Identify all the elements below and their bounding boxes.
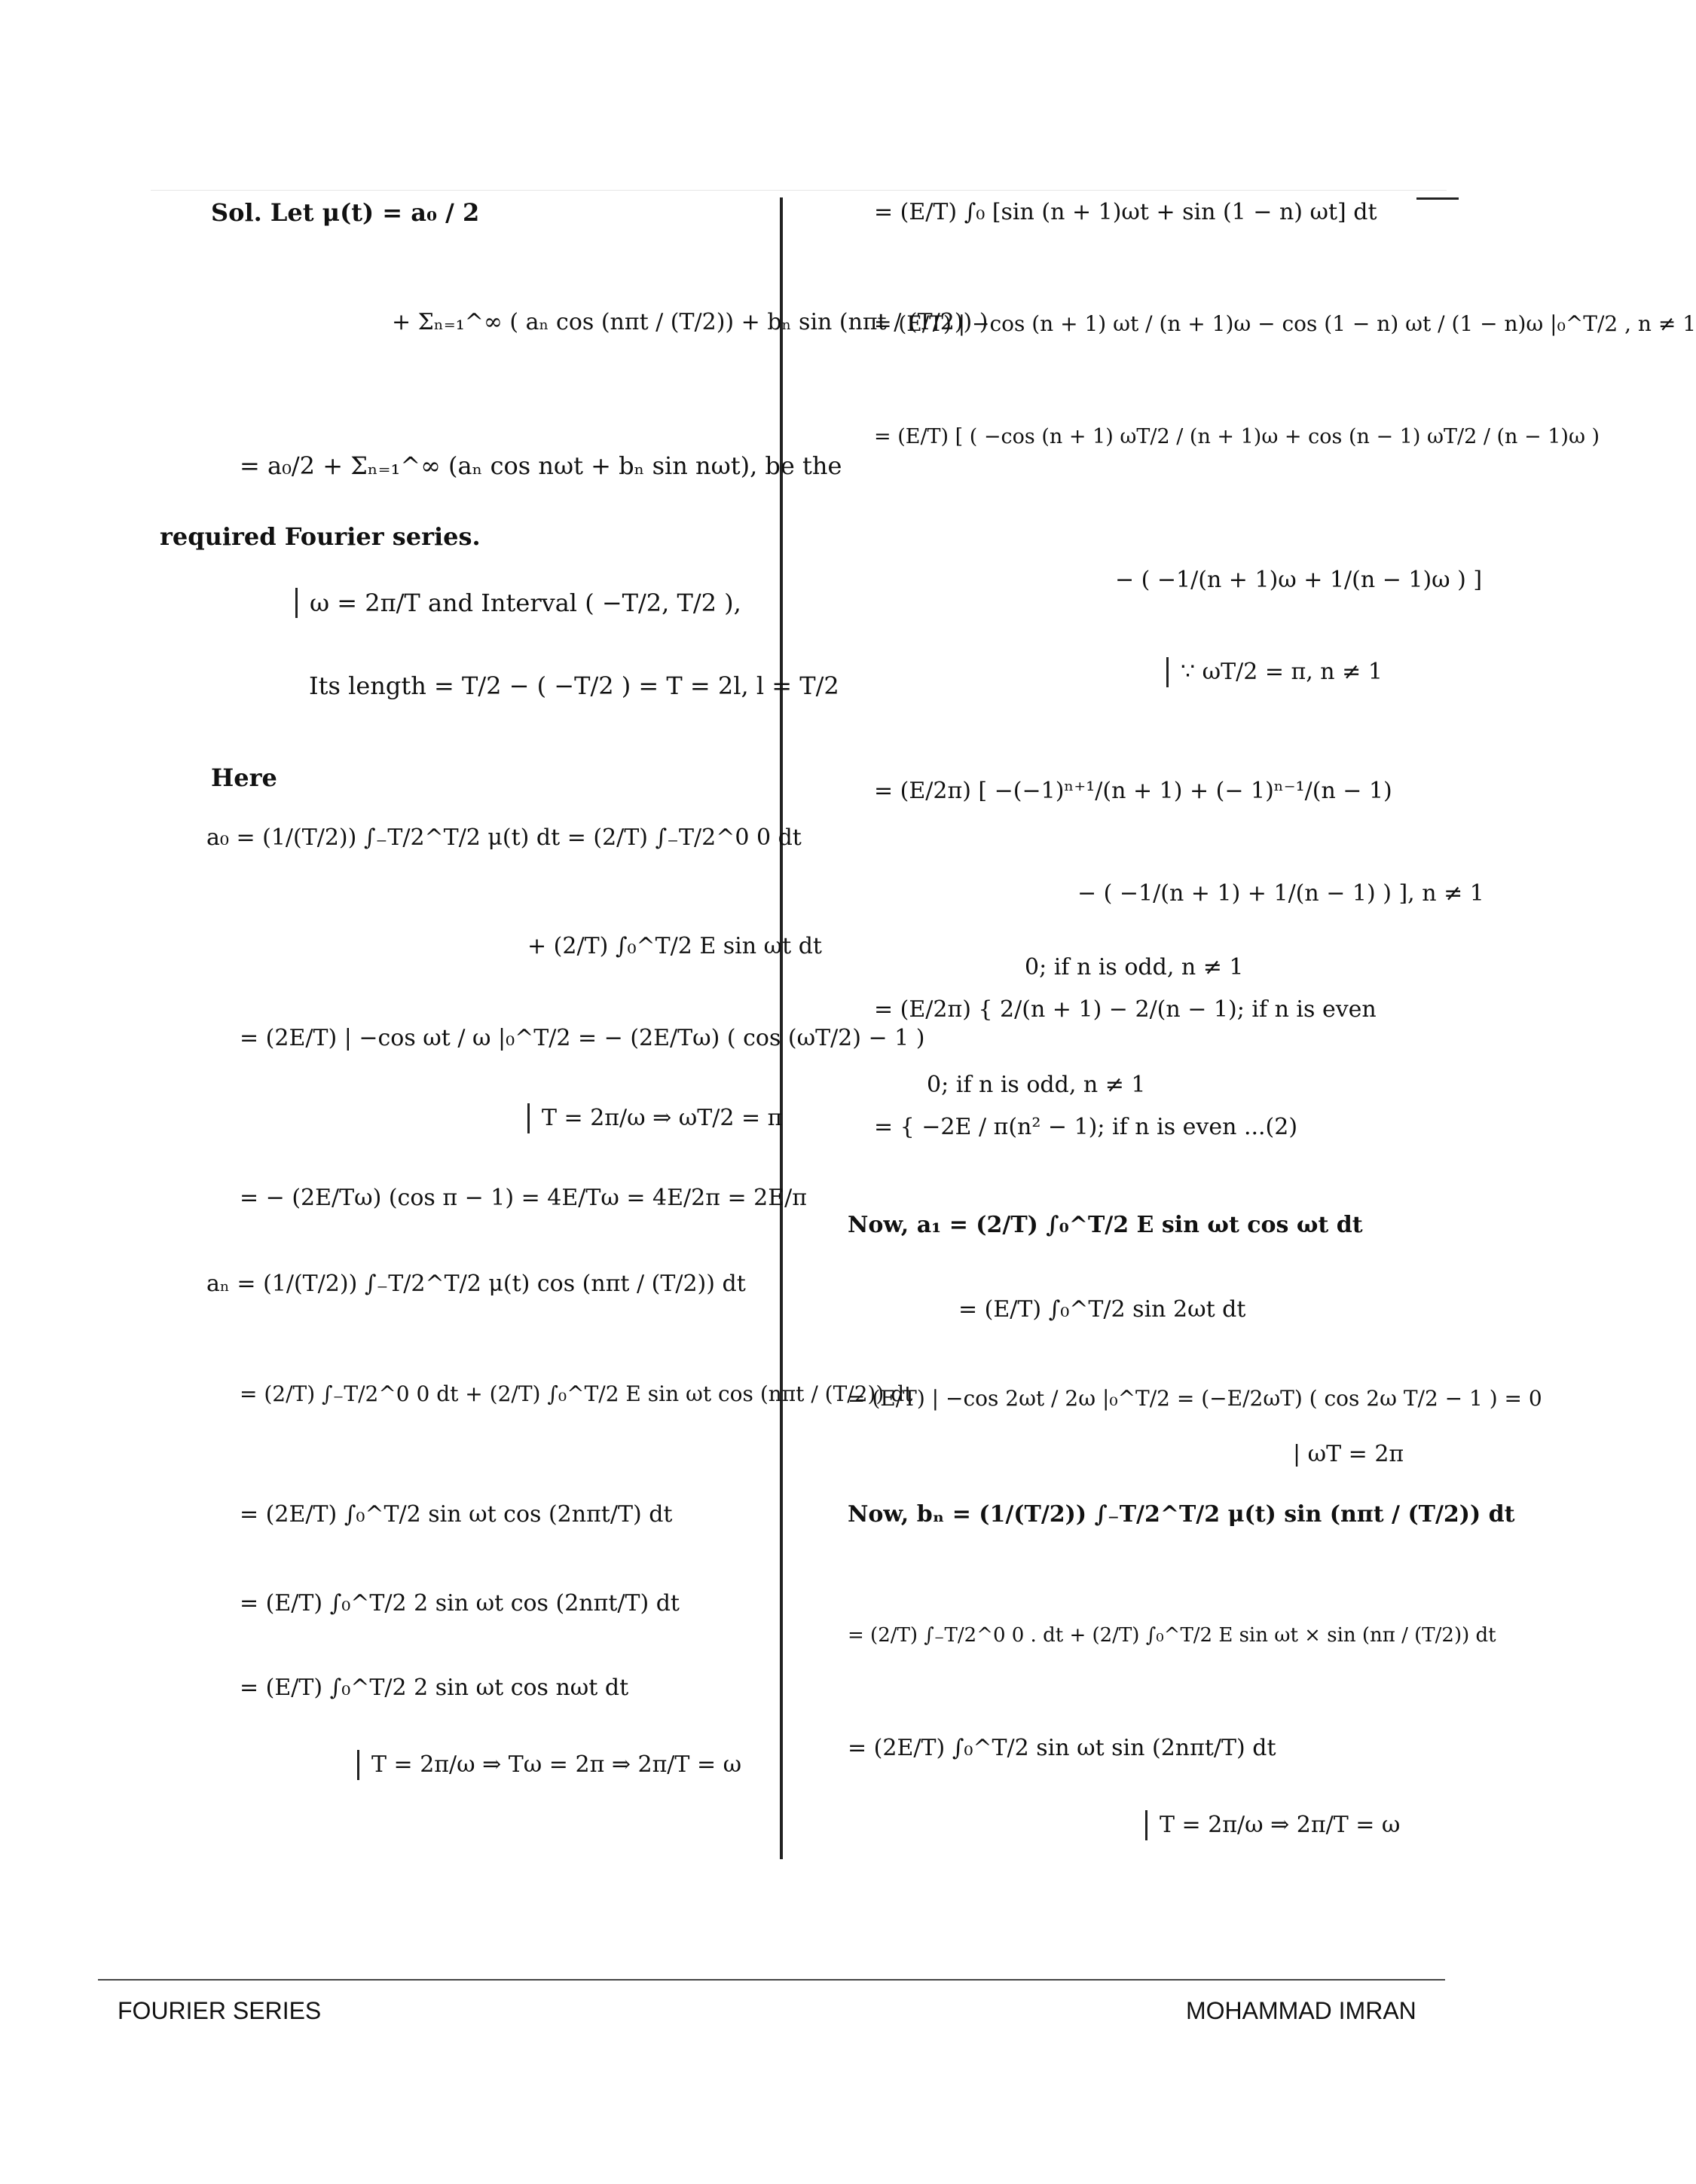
a1-step: = (E/T) ∫₀^T/2 sin 2ωt dt — [958, 1296, 1246, 1323]
an-step-2: = (E/T) ∫₀^T/2 2 sin ωt cos (2nπt/T) dt — [240, 1590, 680, 1617]
an-substitution: T = 2π/ω ⇒ Tω = 2π ⇒ 2π/T = ω — [357, 1750, 741, 1780]
footer-author: MOHAMMAD IMRAN — [1186, 1997, 1416, 2024]
an-case-odd: 0; if n is odd, n ≠ 1 — [1025, 954, 1244, 980]
an-step-5: = (E/T) | −cos (n + 1) ωt / (n + 1)ω − cos (1 − n) ωt / (1 − n)ω |₀^T/2 , n ≠ 1 — [874, 311, 1696, 336]
an-step-4: = (E/T) ∫₀ [sin (n + 1)ωt + sin (1 − n) ωt] dt — [874, 199, 1377, 225]
bn-step: = (2E/T) ∫₀^T/2 sin ωt sin (2nπt/T) dt — [848, 1735, 1276, 1761]
bn-split: = (2/T) ∫₋T/2^0 0 . dt + (2/T) ∫₀^T/2 E sin ωt × sin (nπ / (T/2)) dt — [848, 1624, 1496, 1647]
an-result-even: = { −2E / π(n² − 1); if n is even ...(2) — [874, 1114, 1298, 1140]
an-step-6: = (E/T) [ ( −cos (n + 1) ωT/2 / (n + 1)ω + cos (n − 1) ωT/2 / (n − 1)ω ) — [874, 425, 1600, 448]
an-step-6-continued: − ( −1/(n + 1)ω + 1/(n − 1)ω ) ] — [1115, 567, 1483, 593]
an-step-7-continued: − ( −1/(n + 1) + 1/(n − 1) ) ], n ≠ 1 — [1077, 880, 1484, 907]
here-label: Here — [211, 763, 277, 792]
top-rule — [151, 190, 1447, 191]
a0-continued: + (2/T) ∫₀^T/2 E sin ωt dt — [527, 933, 822, 959]
a0-substitution: T = 2π/ω ⇒ ωT/2 = π — [527, 1103, 782, 1133]
bn-equation: Now, bₙ = (1/(T/2)) ∫₋T/2^T/2 μ(t) sin (nπt / (T/2)) dt — [848, 1501, 1515, 1528]
an-substitution-2: ∵ ωT/2 = π, n ≠ 1 — [1166, 657, 1383, 687]
an-step-1: = (2E/T) ∫₀^T/2 sin ωt cos (2nπt/T) dt — [240, 1501, 673, 1528]
a0-evaluation: = (2E/T) | −cos ωt / ω |₀^T/2 = − (2E/Tω) ( cos (ωT/2) − 1 ) — [240, 1025, 925, 1051]
an-equation: aₙ = (1/(T/2)) ∫₋T/2^T/2 μ(t) cos (nπt / (T/2)) dt — [206, 1271, 746, 1297]
a0-result: = − (2E/Tω) (cos π − 1) = 4E/Tω = 4E/2π = 2E/π — [240, 1185, 807, 1211]
interval-length: Its length = T/2 − ( −T/2 ) = T = 2l, l = T/2 — [309, 671, 839, 700]
series-compact: = a₀/2 + Σₙ₌₁^∞ (aₙ cos nωt + bₙ sin nωt), be the — [240, 451, 842, 480]
bn-substitution: T = 2π/ω ⇒ 2π/T = ω — [1145, 1810, 1400, 1840]
omega-interval: ω = 2π/T and Interval ( −T/2, T/2 ), — [295, 588, 741, 618]
series-caption: required Fourier series. — [160, 522, 481, 551]
an-split: = (2/T) ∫₋T/2^0 0 dt + (2/T) ∫₀^T/2 E sin ωt cos (nπt / (T/2)) dt — [240, 1381, 913, 1406]
an-step-3: = (E/T) ∫₀^T/2 2 sin ωt cos nωt dt — [240, 1675, 629, 1701]
footer-title: FOURIER SERIES — [118, 1997, 322, 2024]
a1-note: | ωT = 2π — [1293, 1441, 1404, 1467]
a0-equation: a₀ = (1/(T/2)) ∫₋T/2^T/2 μ(t) dt = (2/T) ∫₋T/2^0 0 dt — [206, 824, 802, 851]
a1-equation: Now, a₁ = (2/T) ∫₀^T/2 E sin ωt cos ωt dt — [848, 1212, 1363, 1238]
series-term: + Σₙ₌₁^∞ ( aₙ cos (nπt / (T/2)) + bₙ sin (nπt / (T/2)) ) — [392, 309, 989, 335]
solution-heading: Sol. Let μ(t) = a₀ / 2 — [211, 198, 480, 227]
a1-result: = (E/T) | −cos 2ωt / 2ω |₀^T/2 = (−E/2ωT) ( cos 2ω T/2 − 1 ) = 0 — [848, 1386, 1542, 1411]
an-step-7: = (E/2π) [ −(−1)ⁿ⁺¹/(n + 1) + (− 1)ⁿ⁻¹/(n − 1) — [874, 778, 1392, 804]
top-mark — [1416, 197, 1459, 200]
an-result-odd: 0; if n is odd, n ≠ 1 — [927, 1072, 1146, 1098]
footer-rule — [98, 1979, 1445, 1981]
an-case-even: = (E/2π) { 2/(n + 1) − 2/(n − 1); if n is even — [874, 996, 1377, 1023]
